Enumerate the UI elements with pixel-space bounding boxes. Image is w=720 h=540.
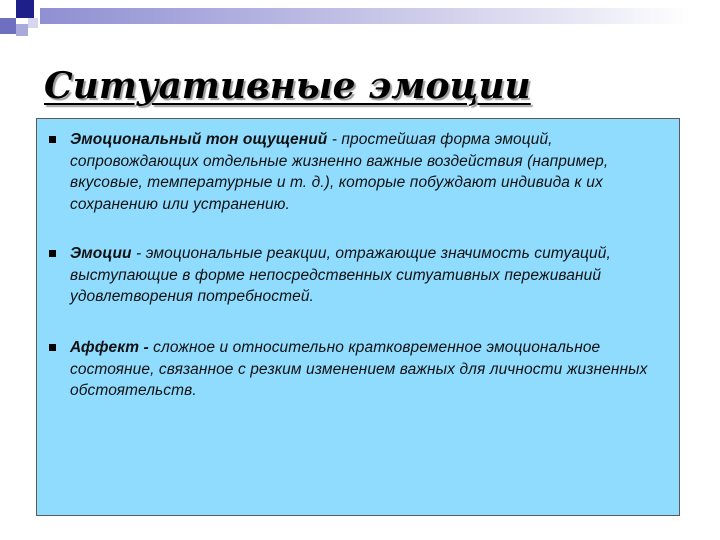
item-definition: - простейшая форма эмоций, сопровождающих отдельные жизненно важные воздействия (например, вкусовые, температурные и т. д.), которые побуждают индивида к их сохранению или устранению. — [70, 131, 609, 213]
decor-square-icon — [28, 18, 38, 28]
square-bullet-icon — [49, 344, 56, 351]
decor-square-icon — [0, 18, 16, 34]
content-box — [36, 118, 680, 516]
item-definition: - эмоциональные реакции, отражающие значимость ситуаций, выступающие в форме непосредственных ситуативных переживаний удовлетворения потребностей. — [70, 245, 611, 305]
item-definition: сложное и относительно кратковременное эмоциональное состояние, связанное с резким изменением важных для личности жизненных обстоятельств. — [70, 339, 648, 399]
square-bullet-icon — [49, 250, 56, 257]
square-bullet-icon — [49, 136, 56, 143]
slide-title: Ситуативные эмоции — [44, 65, 531, 107]
header-decoration — [0, 0, 720, 60]
item-term: Эмоциональный тон ощущений — [70, 131, 328, 148]
decor-square-icon — [16, 24, 28, 36]
decor-square-icon — [16, 0, 34, 18]
item-text — [70, 337, 678, 402]
item-term: Аффект - — [70, 339, 149, 356]
header-gradient-bar — [40, 8, 690, 24]
item-text — [70, 243, 678, 308]
item-text — [70, 129, 678, 215]
item-term: Эмоции — [70, 245, 132, 262]
